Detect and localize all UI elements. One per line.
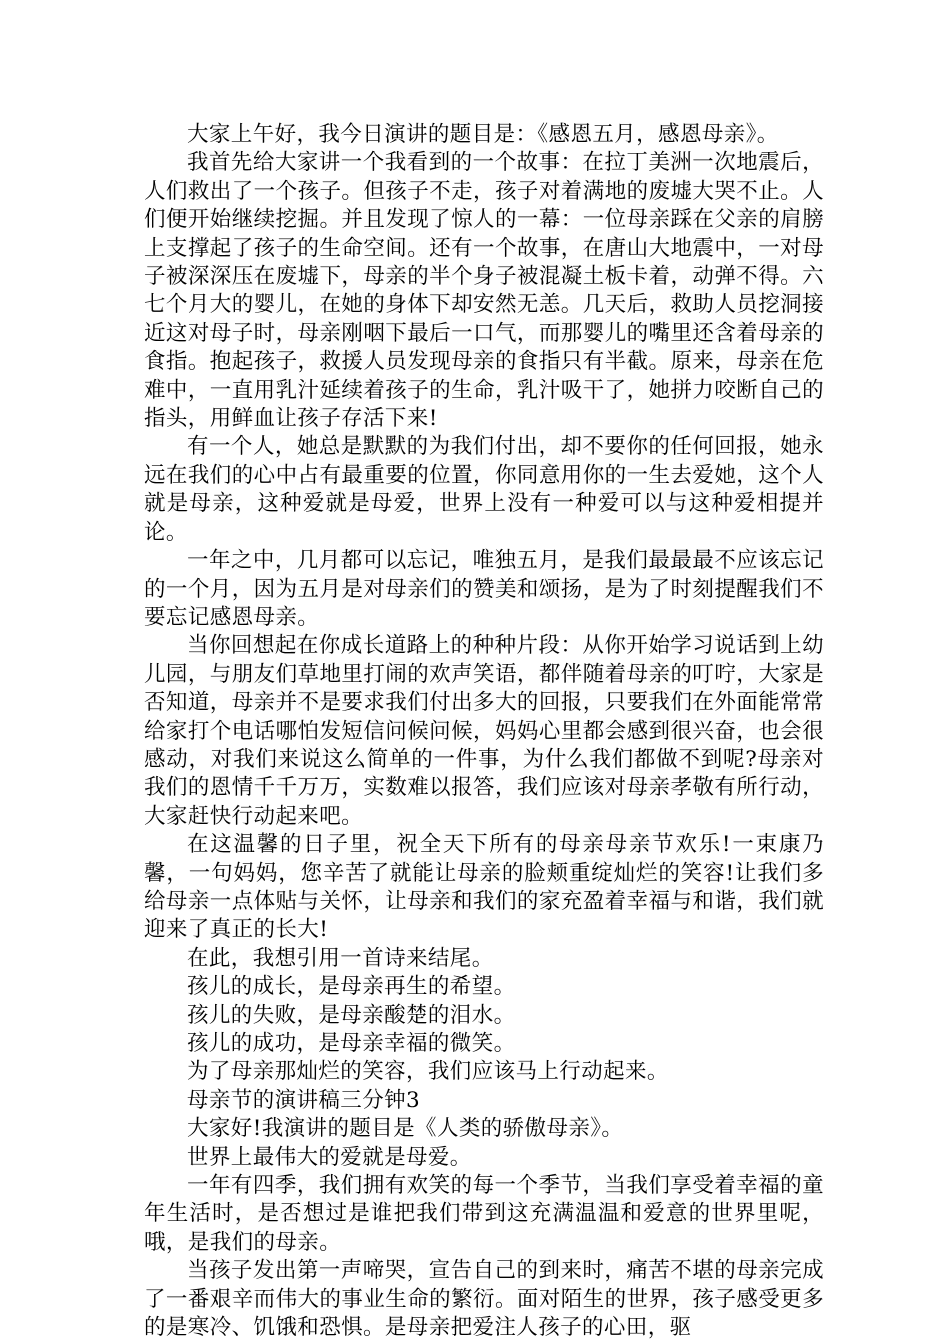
paragraph-poem-line-3: 孩儿的成功，是母亲幸福的微笑。 [187, 1031, 516, 1056]
paragraph-story: 我首先给大家讲一个我看到的一个故事：在拉丁美洲一次地震后，人们救出了一个孩子。但孩子不走，孩子对着满地的废墟大哭不止。人们便开始继续挖掘。并且发现了惊人的一幕：一位母亲踩在父亲的肩膀上支撑起了孩子的生命空间。还有一个故事，在唐山大地震中，一对母子被深深压在废墟下，母亲的半个身子被混凝土板卡着，动弹不得。六七个月大的婴儿，在她的身体下却安然无恙。几天后，救助人员挖洞接近这对母子时，母亲刚咽下最后一口气，而那婴儿的嘴里还含着母亲的食指。抱起孩子，救援人员发现母亲的食指只有半截。原来，母亲在危难中，一直用乳汁延续着孩子的生命，乳汁吸干了，她拼力咬断自己的指头，用鲜血让孩子存活下来! [144, 150, 824, 432]
paragraph-first-cry: 当孩子发出第一声啼哭，宣告自己的到来时，痛苦不堪的母亲完成了一番艰辛而伟大的事业生命的繁衍。面对陌生的世界，孩子感受更多的是寒冷、饥饿和恐惧。是母亲把爱注人孩子的心田，驱 [144, 1258, 824, 1341]
paragraph-greeting-2: 大家好!我演讲的题目是《人类的骄傲母亲》。 [187, 1116, 624, 1142]
paragraph-mothers-day: 在这温馨的日子里，祝全天下所有的母亲母亲节欢乐!一束康乃馨，一句妈妈，您辛苦了就能让母亲的脸颊重绽灿烂的笑容!让我们多给母亲一点体贴与关怀，让母亲和我们的家充盈着幸福与和谐，我们就迎来了真正的长大! [144, 832, 824, 943]
paragraph-greatest-love: 世界上最伟大的爱就是母爱。 [187, 1144, 472, 1170]
section-heading: 母亲节的演讲稿三分钟3 [187, 1087, 421, 1113]
document-body [144, 121, 824, 1342]
paragraph-poem-line-2: 孩儿的失败，是母亲酸楚的泪水。 [187, 1002, 516, 1028]
paragraph-growing-up: 当你回想起在你成长道路上的种种片段：从你开始学习说话到上幼儿园，与朋友们草地里打闹的欢声笑语，都伴随着母亲的叮咛，大家是否知道，母亲并不是要求我们付出多大的回报，只要我们在外面能常常给家打个电话哪怕发短信问候问候，妈妈心里都会感到很兴奋，也会很感动，对我们来说这么简单的一件事，为什么我们都做不到呢?母亲对我们的恩情千千万万，实数难以报答，我们应该对母亲孝敬有所行动，大家赶快行动起来吧。 [144, 633, 824, 829]
paragraph-poem-line-1: 孩儿的成长，是母亲再生的希望。 [187, 974, 516, 1000]
paragraph-poem-intro: 在此，我想引用一首诗来结尾。 [187, 945, 494, 971]
paragraph-greeting: 大家上午好，我今日演讲的题目是：《感恩五月，感恩母亲》。 [187, 122, 779, 147]
paragraph-four-seasons: 一年有四季，我们拥有欢笑的每一个季节，当我们享受着幸福的童年生活时，是否想过是谁把我们带到这充满温温和爱意的世界里呢，哦，是我们的母亲。 [144, 1173, 824, 1255]
paragraph-mother-love: 有一个人，她总是默默的为我们付出，却不要你的任何回报，她永远在我们的心中占有最重要的位置，你同意用你的一生去爱她，这个人就是母亲，这种爱就是母爱，世界上没有一种爱可以与这种爱相提并论。 [144, 434, 824, 545]
paragraph-may: 一年之中，几月都可以忘记，唯独五月，是我们最最最不应该忘记的一个月，因为五月是对母亲们的赞美和颂扬，是为了时刻提醒我们不要忘记感恩母亲。 [144, 548, 824, 630]
paragraph-closing: 为了母亲那灿烂的笑容，我们应该马上行动起来。 [187, 1059, 669, 1085]
